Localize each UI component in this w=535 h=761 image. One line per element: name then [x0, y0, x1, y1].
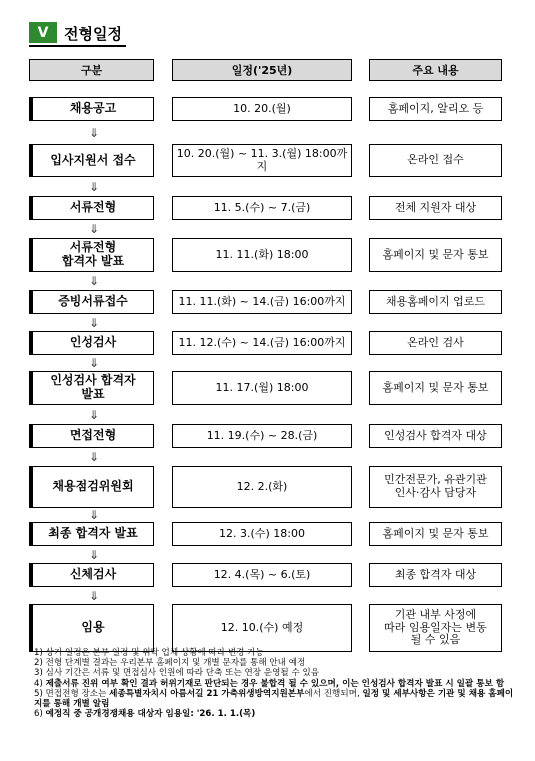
step-name: 인성검사 합격자 발표: [29, 371, 154, 405]
step-schedule: 11. 12.(수) ~ 14.(금) 16:00까지: [172, 331, 352, 355]
header-category: 구분: [29, 59, 154, 81]
step-name: 인성검사: [29, 331, 154, 355]
step-name: 채용점검위원회: [29, 466, 154, 508]
step-name: 서류전형 합격자 발표: [29, 238, 154, 272]
step-schedule: 11. 11.(화) 18:00: [172, 238, 352, 272]
footnote-3: 3) 심사 기간은 서류 및 면접심사 인원에 따라 단축 또는 연장 운영될 수 있음: [34, 668, 320, 679]
footnote-2: 2) 전형 단계별 결과는 우리본부 홈페이지 및 개별 문자를 통해 안내 예정: [34, 658, 306, 669]
step-name: 서류전형: [29, 196, 154, 220]
step-content: 채용홈페이지 업로드: [369, 290, 502, 314]
step-schedule: 11. 19.(수) ~ 28.(금): [172, 424, 352, 448]
footnote-5: 5) 면접전형 장소는 세종특별자치시 아름서길 21 가축위생방역지원본부에서 진행되며, 일정 및 세부사항은 기관 및 채용 홈페이지를 통해 개별 알림: [34, 688, 514, 710]
footnote-1: 1) 상기 일정은 본부 일정 및 위탁 업체 상황에 따라 변경 가능: [34, 648, 264, 658]
section-title-underline: [29, 45, 126, 47]
step-schedule: 12. 10.(수) 예정: [172, 604, 352, 652]
step-name: 채용공고: [29, 97, 154, 121]
header-content: 주요 내용: [369, 59, 502, 81]
step-content: 최종 합격자 대상: [369, 563, 502, 587]
step-content: 홈페이지 및 문자 통보: [369, 522, 502, 546]
step-content: 온라인 접수: [369, 144, 502, 177]
step-name: 면접전형: [29, 424, 154, 448]
step-schedule: 12. 2.(화): [172, 466, 352, 508]
step-name: 최종 합격자 발표: [29, 522, 154, 546]
section-title: 전형일정: [64, 25, 122, 43]
flow-arrow-icon: ⇓: [88, 588, 100, 603]
flow-arrow-icon: ⇓: [88, 274, 100, 288]
section-number-badge: Ⅴ: [29, 22, 57, 43]
flow-arrow-icon: ⇓: [88, 547, 100, 562]
flow-arrow-icon: ⇓: [88, 407, 100, 422]
step-content: 기관 내부 사정에 따라 임용일자는 변동 될 수 있음: [369, 604, 502, 652]
step-schedule: 11. 11.(화) ~ 14.(금) 16:00까지: [172, 290, 352, 314]
step-schedule: 12. 3.(수) 18:00: [172, 522, 352, 546]
step-name: 임용: [29, 604, 154, 652]
step-content: 전체 지원자 대상: [369, 196, 502, 220]
step-schedule: 11. 17.(월) 18:00: [172, 371, 352, 405]
footnote-4: 4) 제출서류 진위 여부 확인 결과 허위기재로 판단되는 경우 불합격 될 수 있으며, 이는 인성검사 합격자 발표 시 일괄 통보 함: [34, 678, 505, 689]
step-schedule: 10. 20.(월): [172, 97, 352, 121]
header-schedule: 일정('25년): [172, 59, 352, 81]
flow-arrow-icon: ⇓: [88, 125, 100, 140]
flow-arrow-icon: ⇓: [88, 450, 100, 464]
step-name: 입사지원서 접수: [29, 144, 154, 177]
step-content: 홈페이지 및 문자 통보: [369, 238, 502, 272]
step-schedule: 12. 4.(목) ~ 6.(토): [172, 563, 352, 587]
step-content: 홈페이지, 알리오 등: [369, 97, 502, 121]
footnotes: [34, 648, 514, 719]
flow-arrow-icon: ⇓: [88, 179, 100, 194]
flow-arrow-icon: ⇓: [88, 356, 100, 370]
step-schedule: 11. 5.(수) ~ 7.(금): [172, 196, 352, 220]
flow-arrow-icon: ⇓: [88, 315, 100, 330]
step-content: 민간전문가, 유관기관 인사·감사 담당자: [369, 466, 502, 508]
flow-arrow-icon: ⇓: [88, 508, 100, 522]
footnote-6: 6) 예정직 중 공개경쟁채용 대상자 임용일: '26. 1. 1.(목): [34, 709, 256, 720]
step-schedule: 10. 20.(월) ~ 11. 3.(월) 18:00까지: [172, 144, 352, 177]
step-content: 홈페이지 및 문자 통보: [369, 371, 502, 405]
step-name: 증빙서류접수: [29, 290, 154, 314]
step-content: 인성검사 합격자 대상: [369, 424, 502, 448]
step-name: 신체검사: [29, 563, 154, 587]
step-content: 온라인 검사: [369, 331, 502, 355]
flow-arrow-icon: ⇓: [88, 222, 100, 236]
